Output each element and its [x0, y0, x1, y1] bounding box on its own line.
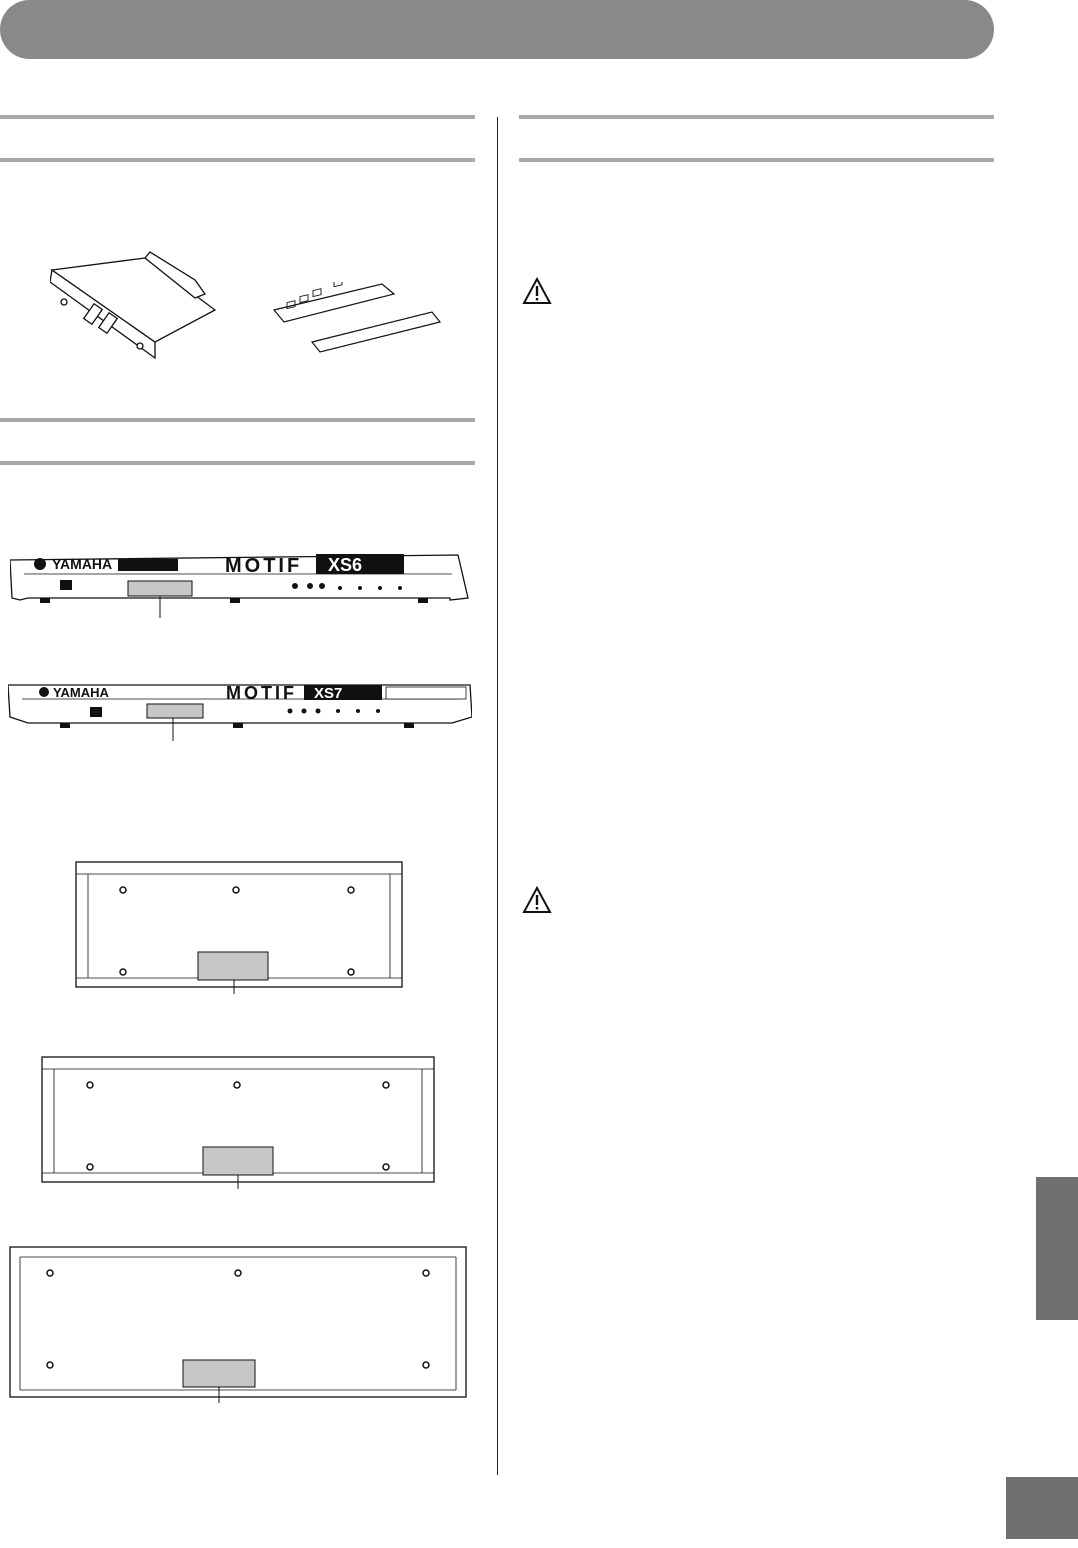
xs6-model-name: MOTIF [225, 555, 303, 577]
warning-triangle-icon [522, 886, 552, 914]
xs6-model-badge: XS6 [328, 555, 363, 575]
motif-xs7-rear-panel [8, 683, 472, 745]
right-section-rule-bottom [519, 158, 994, 162]
motif-xs8-bottom-panel [8, 1245, 468, 1405]
xs7-brand-logo: YAMAHA [53, 685, 109, 700]
expansion-board-illustration [50, 250, 230, 365]
left-section-rule-top [0, 115, 475, 119]
chapter-banner [0, 0, 994, 59]
chapter-side-tab [1036, 1177, 1078, 1320]
xs6-brand-logo: YAMAHA [52, 556, 113, 572]
page-number-box [1006, 1477, 1078, 1539]
xs7-model-badge: XS7 [314, 685, 343, 702]
xs7-model-name: MOTIF [226, 683, 297, 703]
left-section2-rule-top [0, 418, 475, 422]
motif-xs7-bottom-panel [40, 1055, 436, 1190]
left-section-rule-bottom [0, 158, 475, 162]
column-divider [497, 117, 498, 1475]
warning-triangle-icon [522, 277, 552, 305]
motif-xs6-bottom-panel [68, 860, 410, 995]
right-section-rule-top [519, 115, 994, 119]
motif-xs6-rear-panel [10, 550, 470, 628]
memory-modules-illustration [272, 282, 442, 357]
left-section2-rule-bottom [0, 461, 475, 465]
